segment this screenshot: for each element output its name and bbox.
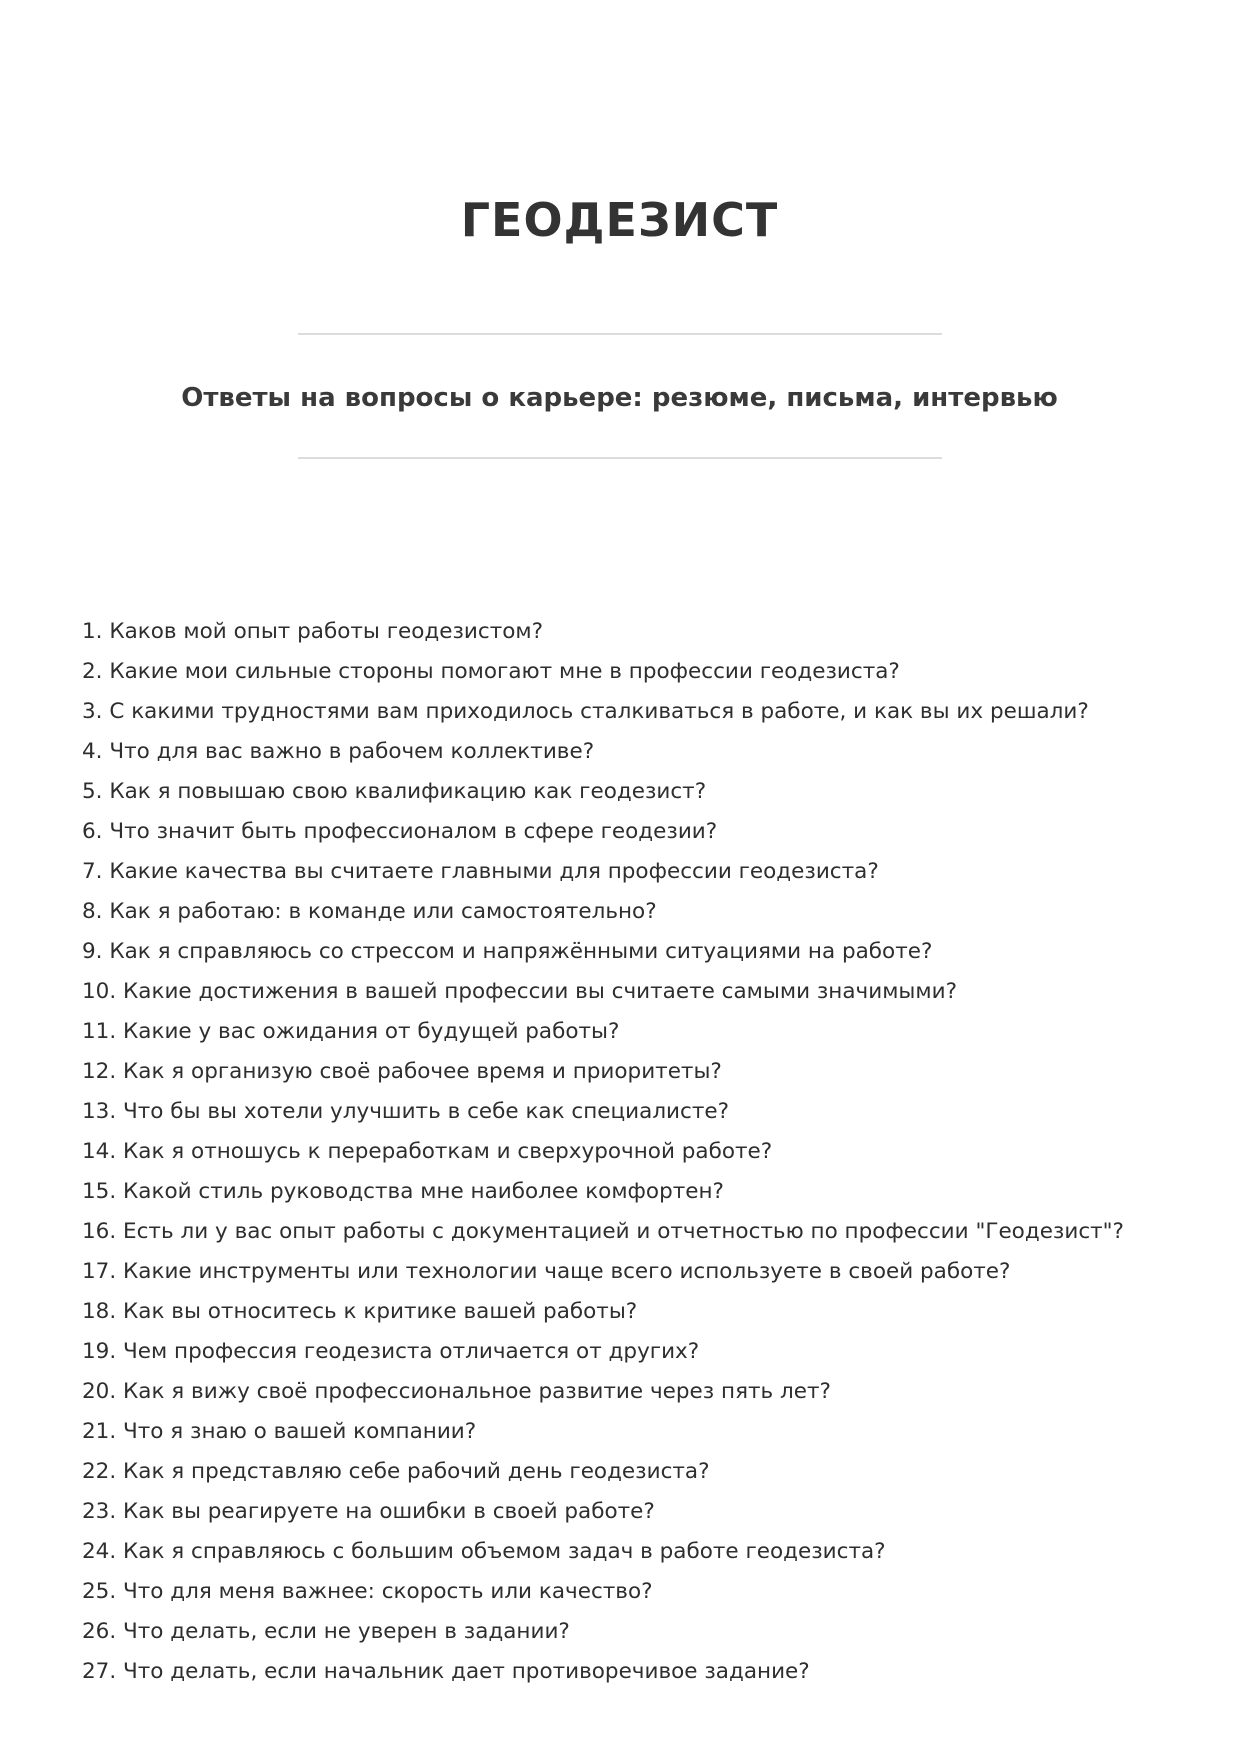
question-item: 7. Какие качества вы считаете главными для профессии геодезиста? (82, 859, 879, 884)
question-item: 24. Как я справляюсь с большим объемом задач в работе геодезиста? (82, 1539, 886, 1564)
question-item: 6. Что значит быть профессионалом в сфере геодезии? (82, 819, 718, 844)
question-item: 20. Как я вижу своё профессиональное развитие через пять лет? (82, 1379, 831, 1404)
questions-list (82, 612, 1202, 1692)
question-item: 2. Какие мои сильные стороны помогают мне в профессии геодезиста? (82, 659, 900, 684)
question-item: 8. Как я работаю: в команде или самостоятельно? (82, 899, 657, 924)
question-item: 5. Как я повышаю свою квалификацию как геодезист? (82, 779, 707, 804)
question-item: 15. Какой стиль руководства мне наиболее комфортен? (82, 1179, 724, 1204)
divider-top (298, 333, 942, 335)
page-subtitle: Ответы на вопросы о карьере: резюме, письма, интервью (181, 383, 1058, 413)
question-item: 9. Как я справляюсь со стрессом и напряжёнными ситуациями на работе? (82, 939, 933, 964)
question-item: 17. Какие инструменты или технологии чаще всего используете в своей работе? (82, 1259, 1011, 1284)
question-item: 11. Какие у вас ожидания от будущей работы? (82, 1019, 620, 1044)
question-item: 22. Как я представляю себе рабочий день геодезиста? (82, 1459, 710, 1484)
question-item: 14. Как я отношусь к переработкам и сверхурочной работе? (82, 1139, 773, 1164)
question-item: 26. Что делать, если не уверен в задании? (82, 1619, 570, 1644)
question-item: 25. Что для меня важнее: скорость или качество? (82, 1579, 653, 1604)
question-item: 23. Как вы реагируете на ошибки в своей работе? (82, 1499, 655, 1524)
question-item: 21. Что я знаю о вашей компании? (82, 1419, 477, 1444)
question-item: 12. Как я организую своё рабочее время и приоритеты? (82, 1059, 722, 1084)
question-item: 27. Что делать, если начальник дает противоречивое задание? (82, 1659, 810, 1684)
divider-bottom (298, 457, 942, 459)
question-item: 4. Что для вас важно в рабочем коллективе? (82, 739, 595, 764)
question-item: 19. Чем профессия геодезиста отличается от других? (82, 1339, 700, 1364)
question-item: 3. С какими трудностями вам приходилось сталкиваться в работе, и как вы их решали? (82, 699, 1089, 724)
question-item: 1. Каков мой опыт работы геодезистом? (82, 619, 544, 644)
question-item: 13. Что бы вы хотели улучшить в себе как специалисте? (82, 1099, 730, 1124)
question-item: 18. Как вы относитесь к критике вашей работы? (82, 1299, 638, 1324)
question-item: 10. Какие достижения в вашей профессии вы считаете самыми значимыми? (82, 979, 958, 1004)
page-title: ГЕОДЕЗИСТ (460, 193, 779, 247)
question-item: 16. Есть ли у вас опыт работы с документацией и отчетностью по профессии "Геодезист"? (82, 1219, 1124, 1244)
